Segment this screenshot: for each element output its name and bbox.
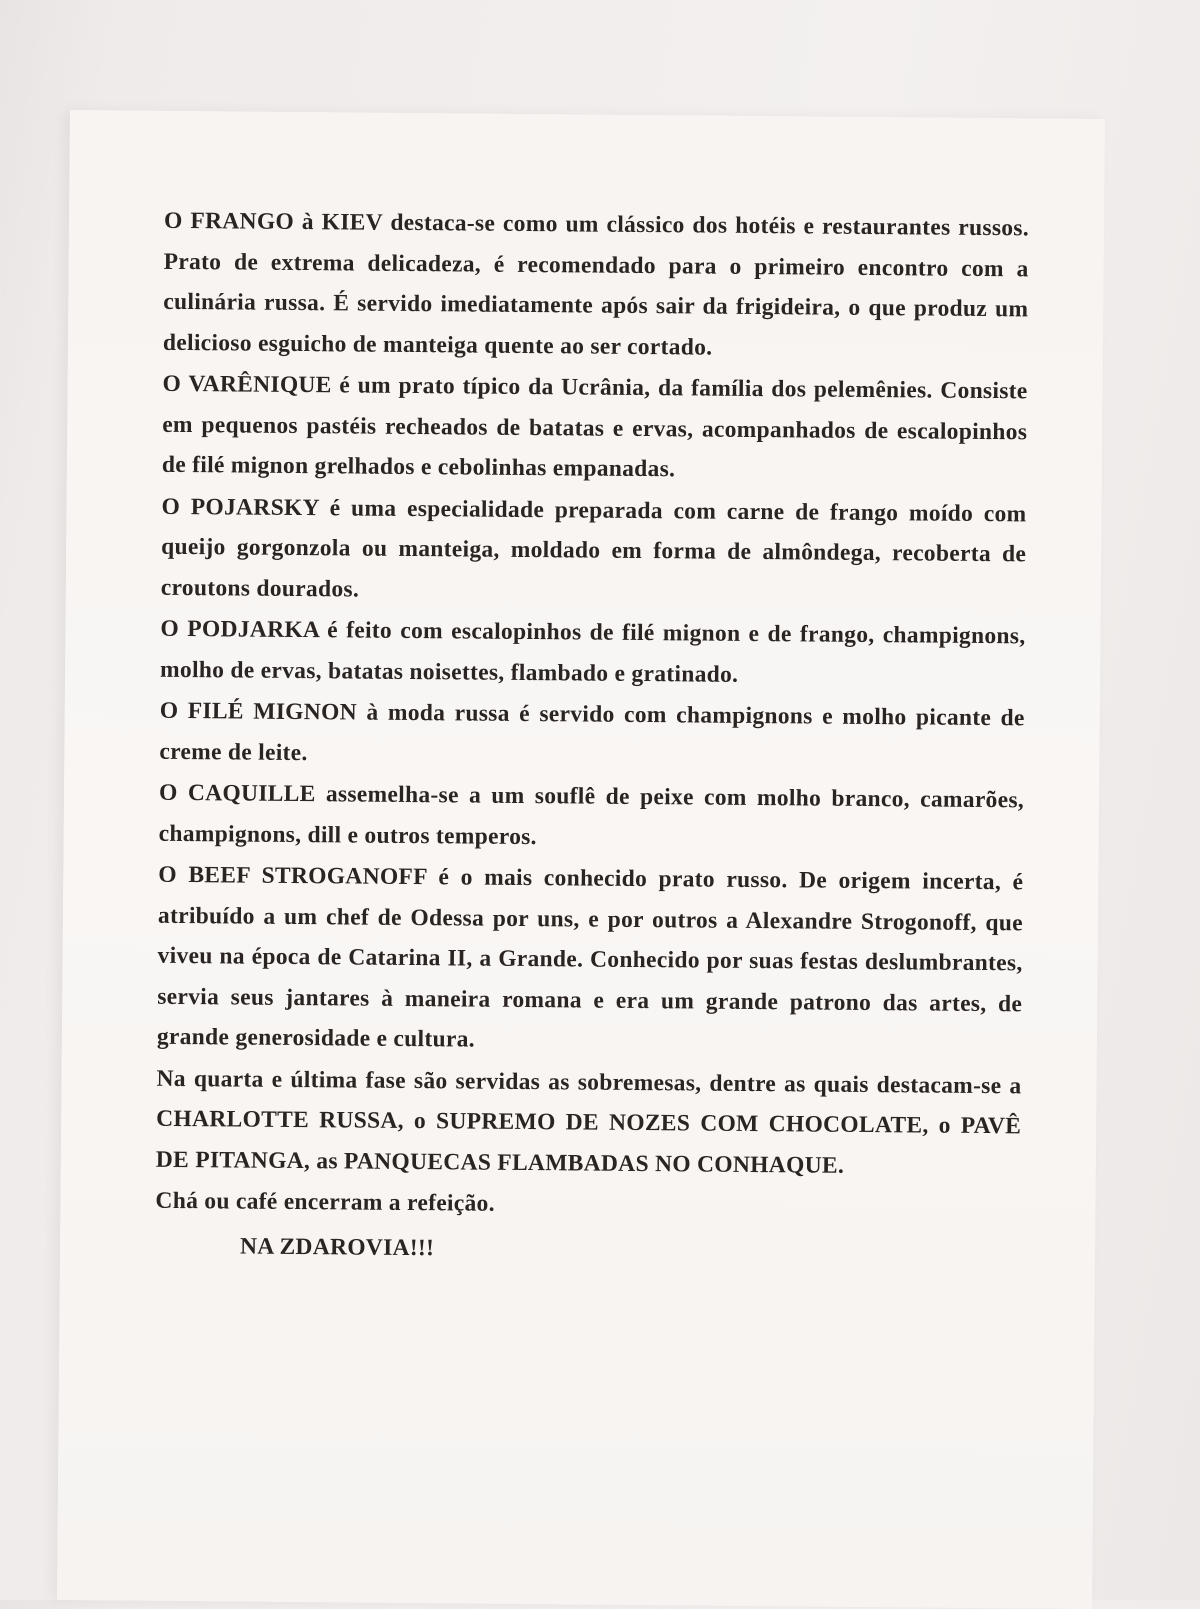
paragraph-beef-stroganoff: O BEEF STROGANOFF é o mais conhecido prato russo. De origem incerta, é atribuído a um chef de Odessa por uns, e por outros a Alexandre Strogonoff, que viveu na época de Catarina II, a Grande. Conhecido por suas festas deslumbrantes, servia seus jantares à maneira romana e era um grande patrono das artes, de grande generosidade e cultura. <box>156 861 1024 1053</box>
menu-page <box>57 110 1105 1609</box>
menu-text <box>155 201 1029 1274</box>
paragraph-frango-kiev: O FRANGO à KIEV destaca-se como um clássico dos hotéis e restaurantes russos. Prato de extrema delicadeza, é recomendado para o primeiro encontro com a culinária russa. É servido imediatamente após sair da frigideira, o que produz um delicioso esguicho de manteiga quente ao ser cortado. <box>162 207 1030 361</box>
paragraph-tea-coffee: Chá ou café encerram a refeição. <box>155 1187 495 1217</box>
paragraph-caquille: O CAQUILLE assemelha-se a um souflê de peixe com molho branco, camarões, champignons, dill e outros temperos. <box>158 779 1025 850</box>
paragraph-file-mignon: O FILÉ MIGNON à moda russa é servido com champignons e molho picante de creme de leite. <box>159 697 1025 766</box>
paragraph-varenique: O VARÊNIQUE é um prato típico da Ucrânia, da família dos pelemênies. Consiste em pequenos pastéis recheados de batatas e ervas, acompanhados de escalopinhos de filé mignon grelhados e cebolinhas empanadas. <box>161 370 1028 483</box>
paragraph-podjarka: O PODJARKA é feito com escalopinhos de filé mignon e de frango, champignons, molho de ervas, batatas noisettes, flambado e gratinado. <box>160 615 1026 688</box>
closing-toast: NA ZDAROVIA!!! <box>239 1233 435 1261</box>
paragraph-pojarsky: O POJARSKY é uma especialidade preparada com carne de frango moído com queijo gorgonzola ou manteiga, moldado em forma de almôndega, recoberta de croutons dourados. <box>160 493 1027 603</box>
paragraph-desserts: Na quarta e última fase são servidas as sobremesas, dentre as quais destacam-se a CHARLOTTE RUSSA, o SUPREMO DE NOZES COM CHOCOLATE, o PAVÊ DE PITANGA, as PANQUECAS FLAMBADAS NO CONHAQUE. <box>155 1065 1022 1179</box>
